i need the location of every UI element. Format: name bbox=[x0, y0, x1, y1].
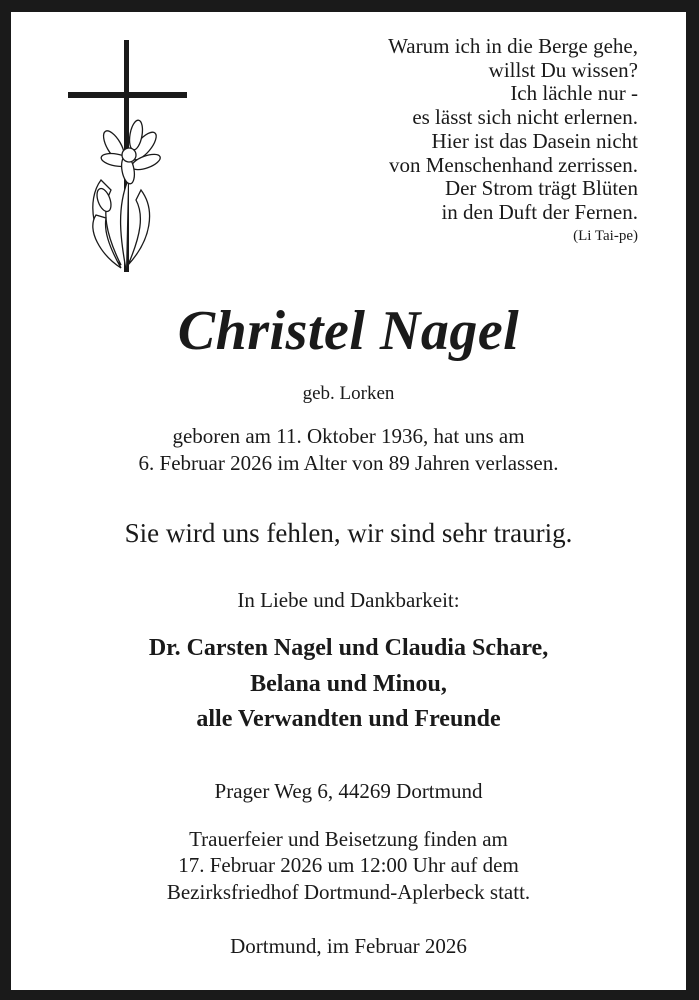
poem-line: Warum ich in die Berge gehe, bbox=[388, 34, 638, 58]
funeral-line: Trauerfeier und Beisetzung finden am bbox=[189, 827, 508, 851]
closing: Dortmund, im Februar 2026 bbox=[230, 934, 467, 958]
birth-name: geb. Lorken bbox=[302, 383, 395, 404]
funeral-line: Bezirksfriedhof Dortmund-Aplerbeck statt. bbox=[166, 880, 531, 904]
cross-with-edelweiss-icon bbox=[66, 40, 191, 275]
poem-line: Der Strom trägt Blüten bbox=[444, 176, 638, 201]
poem-line: willst Du wissen? bbox=[488, 57, 638, 82]
dates-line-2: 6. Februar 2026 im Alter von 89 Jahren verlassen. bbox=[138, 451, 559, 475]
poem-line: es lässt sich nicht erlernen. bbox=[412, 105, 638, 130]
obituary-card bbox=[11, 12, 686, 990]
poem-line: in den Duft der Fernen. bbox=[441, 199, 638, 224]
poem-line: Ich lächle nur - bbox=[510, 81, 638, 106]
poem-line: Hier ist das Dasein nicht bbox=[431, 128, 638, 153]
poem-line: von Menschenhand zerrissen. bbox=[388, 152, 638, 177]
deceased-name: Christel Nagel bbox=[177, 300, 520, 362]
dates-line-1: geboren am 11. Oktober 1936, hat uns am bbox=[172, 424, 525, 448]
address: Prager Weg 6, 44269 Dortmund bbox=[214, 779, 483, 803]
sentiment: Sie wird uns fehlen, wir sind sehr traurig. bbox=[124, 518, 573, 548]
mourner-line: Belana und Minou, bbox=[250, 671, 447, 697]
poem-author: (Li Tai-pe) bbox=[573, 227, 638, 244]
mourner-line: Dr. Carsten Nagel und Claudia Schare, bbox=[148, 635, 549, 661]
poem bbox=[388, 35, 638, 248]
funeral-line: 17. Februar 2026 um 12:00 Uhr auf dem bbox=[178, 853, 519, 877]
mourners-intro: In Liebe und Dankbarkeit: bbox=[237, 588, 460, 612]
mourner-line: alle Verwandten und Freunde bbox=[196, 706, 501, 732]
